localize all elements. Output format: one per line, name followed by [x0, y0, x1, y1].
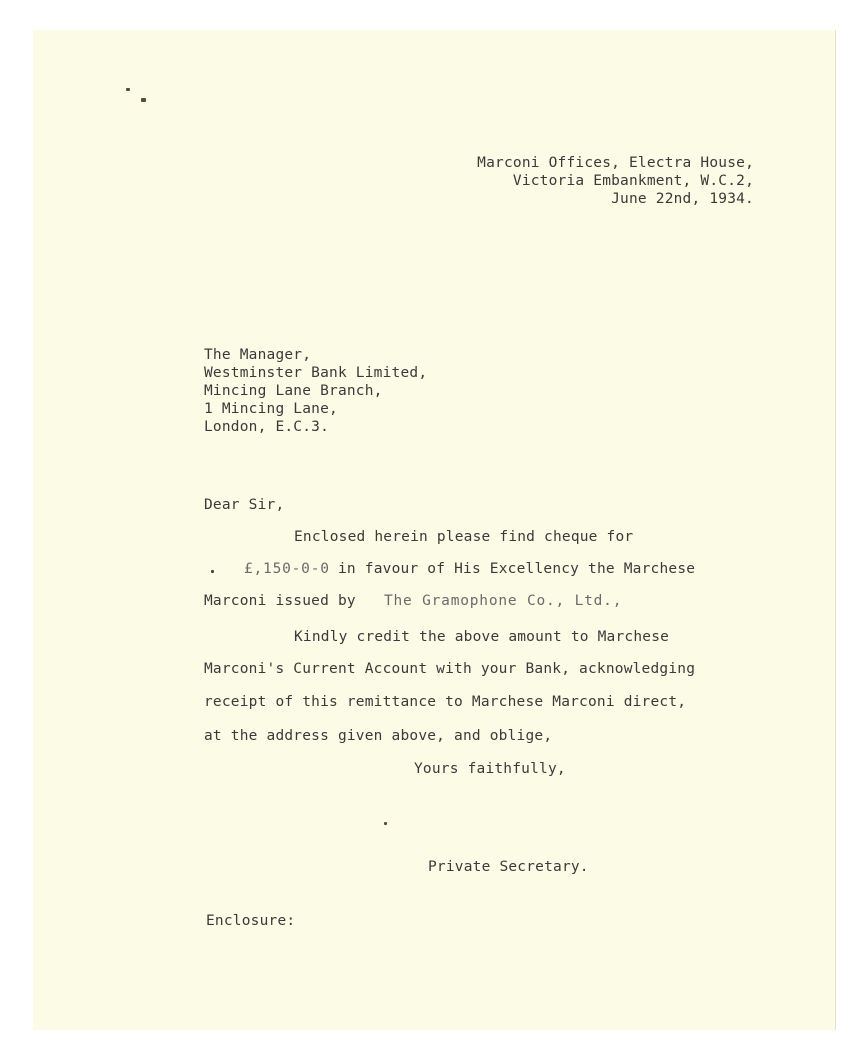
bullet-dot — [211, 570, 214, 573]
cheque-amount: £,150-0-0 — [244, 561, 330, 577]
recipient-line-1: The Manager, — [204, 347, 312, 363]
recipient-line-5: London, E.C.3. — [204, 419, 330, 435]
recipient-line-3: Mincing Lane Branch, — [204, 383, 383, 399]
letter-date: June 22nd, 1934. — [611, 191, 754, 207]
body-paragraph-1-line-3: Marconi issued by — [204, 593, 365, 609]
sender-address-line-1: Marconi Offices, Electra House, — [477, 155, 754, 171]
body-paragraph-2-line-3: receipt of this remittance to Marchese Marconi direct, — [204, 694, 687, 710]
valediction: Yours faithfully, — [414, 761, 566, 777]
ink-mark — [384, 822, 387, 825]
body-paragraph-2-line-4: at the address given above, and oblige, — [204, 728, 553, 744]
body-paragraph-1-line-2: in favour of His Excellency the Marchese — [338, 561, 696, 577]
signatory-title: Private Secretary. — [428, 859, 589, 875]
body-paragraph-1-line-1: Enclosed herein please find cheque for — [294, 529, 634, 545]
salutation: Dear Sir, — [204, 497, 285, 513]
body-paragraph-2-line-2: Marconi's Current Account with your Bank, acknowledging — [204, 661, 696, 677]
cheque-issuer: The Gramophone Co., Ltd., — [384, 593, 623, 609]
ink-mark — [141, 98, 146, 102]
enclosure-label: Enclosure: — [206, 913, 296, 929]
ink-mark — [126, 88, 130, 91]
recipient-line-4: 1 Mincing Lane, — [204, 401, 338, 417]
sender-address-line-2: Victoria Embankment, W.C.2, — [512, 173, 754, 189]
recipient-line-2: Westminster Bank Limited, — [204, 365, 428, 381]
body-paragraph-2-line-1: Kindly credit the above amount to Marchese — [294, 629, 670, 645]
